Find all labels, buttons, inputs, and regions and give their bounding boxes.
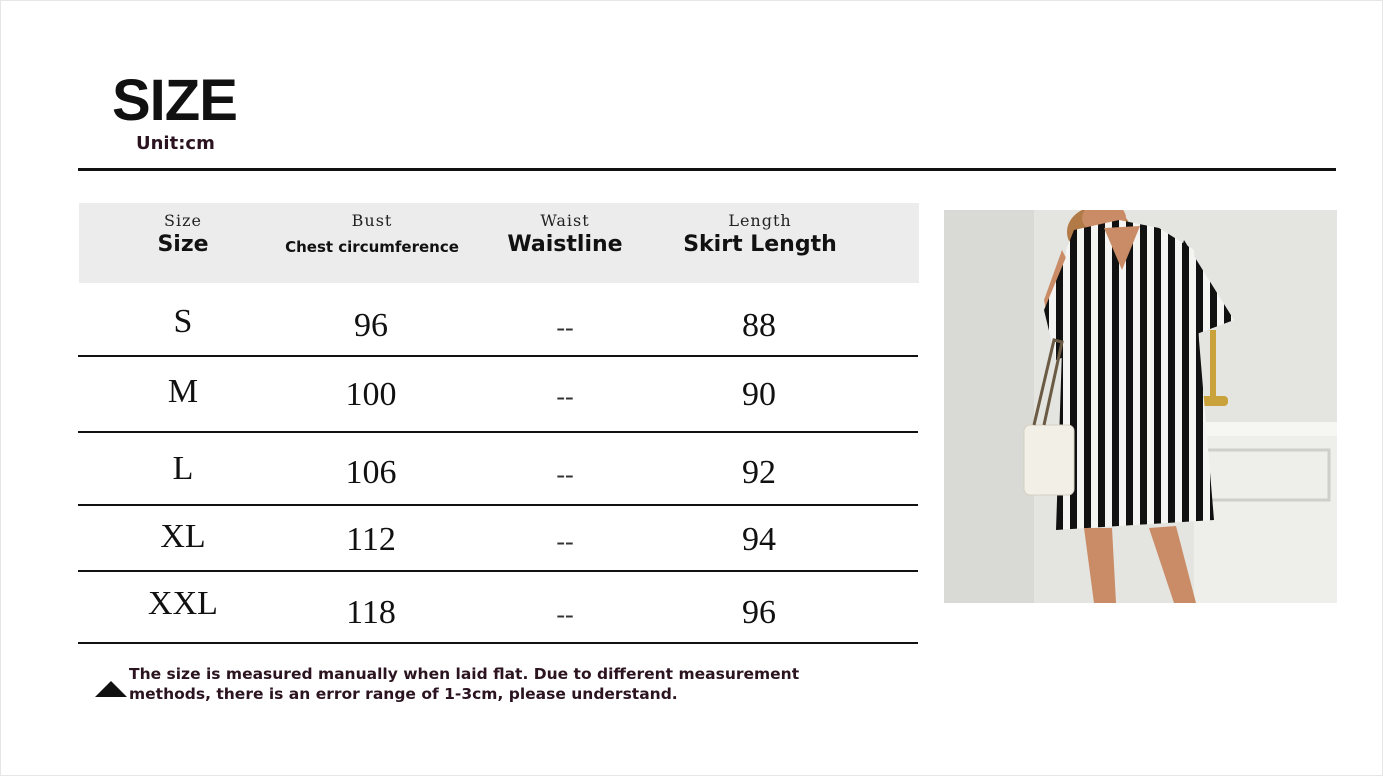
table-cell-length: 94 — [742, 521, 776, 558]
header-length-big: Skirt Length — [683, 232, 837, 257]
note-line-1: The size is measured manually when laid flat. Due to different measurement — [129, 665, 800, 683]
dress-illustration — [944, 210, 1337, 603]
table-cell-bust: 112 — [346, 521, 396, 558]
table-cell-size: L — [172, 450, 194, 487]
table-cell-waist: -- — [556, 527, 574, 556]
striped-dress-model-photo — [944, 210, 1337, 603]
header-waist-big: Waistline — [507, 232, 623, 257]
row-divider — [78, 642, 918, 644]
table-cell-size: XXL — [148, 585, 218, 622]
table-cell-bust: 96 — [354, 307, 388, 344]
unit-label: Unit:cm — [136, 133, 215, 154]
table-cell-length: 90 — [742, 376, 776, 413]
row-divider — [78, 431, 918, 433]
header-length-small: Length — [728, 211, 792, 230]
warning-triangle-icon — [95, 681, 127, 697]
header-length — [670, 203, 850, 283]
page-title: SIZE — [112, 68, 237, 133]
note-line-2: methods, there is an error range of 1-3cm, please understand. — [129, 685, 678, 703]
row-divider — [78, 355, 918, 357]
table-cell-waist: -- — [556, 382, 574, 411]
header-waist-small: Waist — [540, 211, 590, 230]
table-cell-length: 92 — [742, 454, 776, 491]
table-cell-size: M — [167, 373, 199, 410]
table-cell-waist: -- — [556, 600, 574, 629]
row-divider — [78, 504, 918, 506]
table-cell-size: S — [173, 303, 193, 340]
table-cell-size: XL — [160, 518, 206, 555]
header-bust-small: Bust — [351, 211, 393, 230]
table-cell-bust: 100 — [345, 376, 397, 413]
table-cell-length: 88 — [742, 307, 776, 344]
table-cell-length: 96 — [742, 594, 776, 631]
header-bust — [272, 203, 472, 283]
header-waist — [490, 203, 640, 283]
table-cell-bust: 118 — [346, 594, 396, 631]
table-cell-bust: 106 — [345, 454, 397, 491]
header-size-big: Size — [157, 232, 209, 257]
title-divider — [78, 168, 1336, 171]
table-cell-waist: -- — [556, 313, 574, 342]
header-size-small: Size — [164, 211, 202, 230]
row-divider — [78, 570, 918, 572]
table-cell-waist: -- — [556, 460, 574, 489]
header-bust-big: Chest circumference — [285, 238, 459, 256]
measurement-note — [129, 664, 809, 704]
header-size — [108, 203, 258, 283]
